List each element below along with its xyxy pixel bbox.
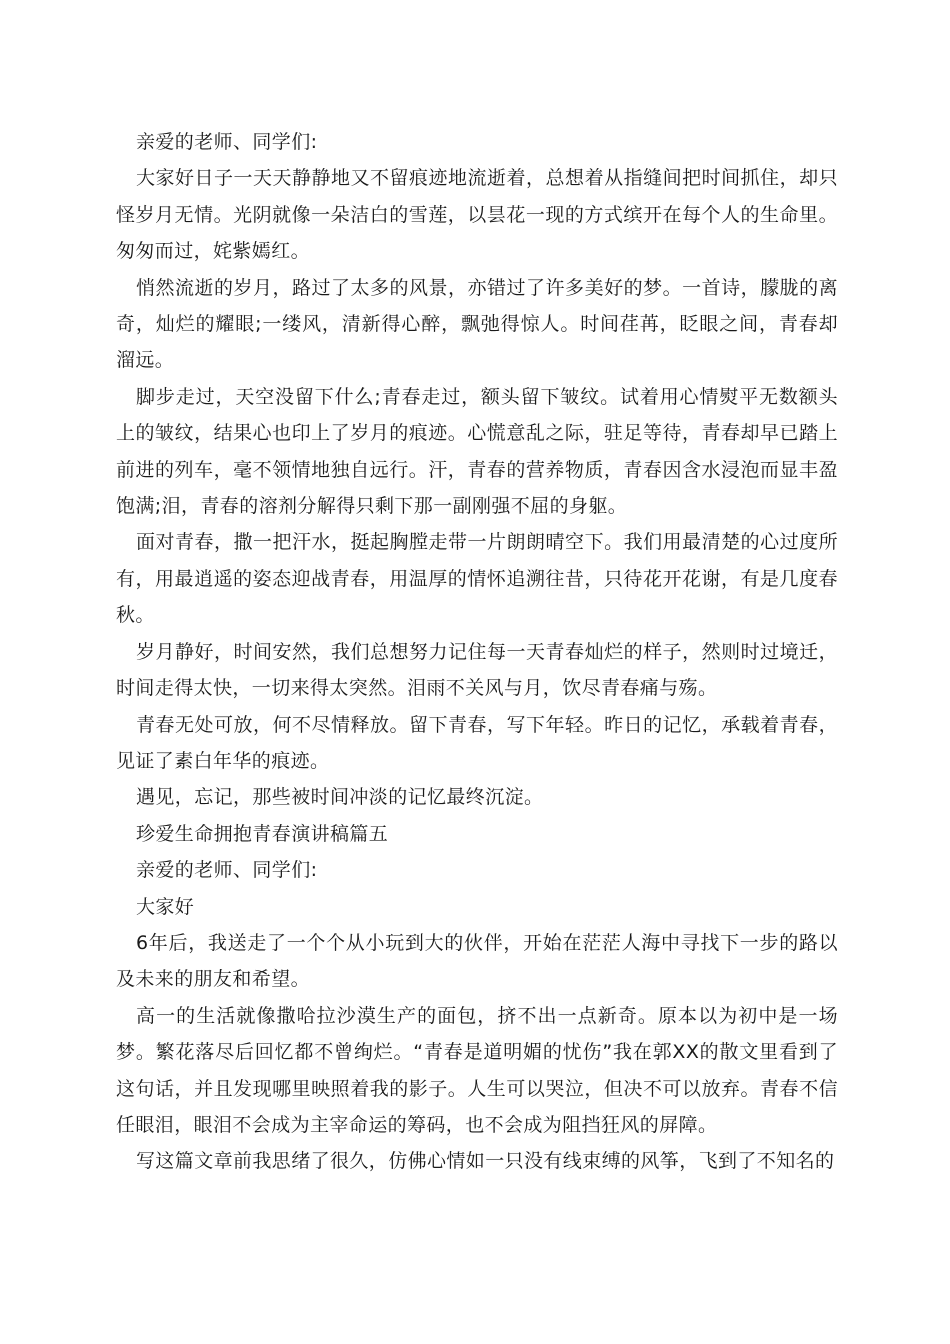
paragraph: 岁月静好，时间安然，我们总想努力记住每一天青春灿烂的样子，然则时过境迁，时间走得太快，一切来得太突然。泪雨不关风与月，饮尽青春痛与殇。 [116,640,838,700]
paragraph: 青春无处可放，何不尽情释放。留下青春，写下年轻。昨日的记忆，承载着青春，见证了素白年华的痕迹。 [116,713,838,772]
paragraph: 悄然流逝的岁月，路过了太多的风景，亦错过了许多美好的梦。一首诗，朦胧的离奇，灿烂的耀眼;一缕风，清新得心醉，飘弛得惊人。时间荏苒，眨眼之间，青春却溜远。 [116,276,838,372]
paragraph: 写这篇文章前我思绪了很久，仿佛心情如一只没有线束缚的风筝，飞到了不知名的 [136,1150,835,1173]
paragraph: 6年后，我送走了一个个从小玩到大的伙伴，开始在茫茫人海中寻找下一步的路以及未来的朋友和希望。 [116,931,838,991]
paragraph: 面对青春，撒一把汗水，挺起胸膛走带一片朗朗晴空下。我们用最清楚的心过度所有，用最逍遥的姿态迎战青春，用温厚的情怀追溯往昔，只待花开花谢，有是几度春秋。 [116,531,838,627]
document-body [116,124,838,1180]
salutation: 亲爱的老师、同学们: [136,131,318,153]
paragraph: 大家好日子一天天静静地又不留痕迹地流逝着，总想着从指缝间把时间抓住，却只怪岁月无情。光阴就像一朵洁白的雪莲，以昙花一现的方式缤开在每个人的生命里。匆匆而过，姹紫嫣红。 [116,167,838,263]
paragraph: 遇见，忘记，那些被时间冲淡的记忆最终沉淀。 [136,786,544,809]
greeting: 大家好 [136,895,195,918]
salutation: 亲爱的老师、同学们: [136,859,318,882]
section-heading: 珍爱生命拥抱青春演讲稿篇五 [136,822,389,845]
paragraph: 脚步走过，天空没留下什么;青春走过，额头留下皱纹。试着用心情熨平无数额头上的皱纹，结果心也印上了岁月的痕迹。心慌意乱之际，驻足等待，青春却早已踏上前进的列车，毫不领情地独自远行。汗，青春的营养物质，青春因含水浸泡而显丰盈饱满;泪，青春的溶剂分解得只剩下那一副刚强不屈的身躯。 [116,385,838,518]
paragraph: 高一的生活就像撒哈拉沙漠生产的面包，挤不出一点新奇。原本以为初中是一场梦。繁花落尽后回忆都不曾绚烂。“青春是道明媚的忧伤”我在郭XX的散文里看到了这句话，并且发现哪里映照着我的影子。人生可以哭泣，但决不可以放弃。青春不信任眼泪，眼泪不会成为主宰命运的筹码，也不会成为阻挡狂风的屏障。 [116,1004,838,1136]
